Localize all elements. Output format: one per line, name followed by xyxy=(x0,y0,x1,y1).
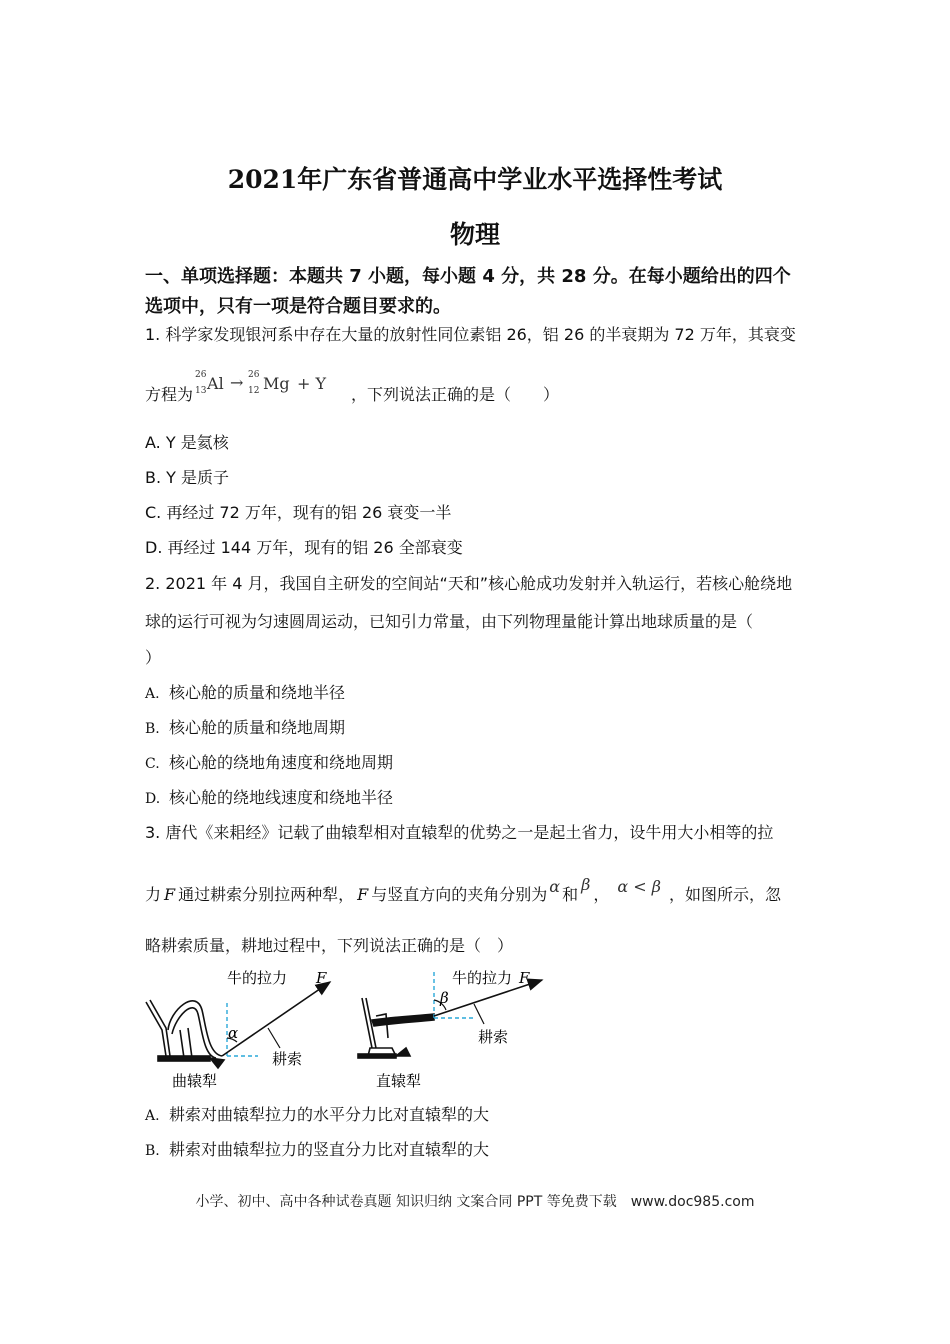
q1-stem-line2 xyxy=(145,370,560,405)
left-rope-label: 耕索 xyxy=(272,1050,303,1068)
left-force-f: F xyxy=(316,969,327,987)
q2-stem-line3: ） xyxy=(145,648,162,667)
q1-option-c[interactable]: C. 再经过 72 万年，现有的铝 26 衰变一半 xyxy=(145,503,452,522)
q3-option-a-text: 耕索对曲辕犁拉力的水平分力比对直辕犁的大 xyxy=(169,1105,490,1124)
q2-option-c-text: 核心舱的绕地角速度和绕地周期 xyxy=(169,753,394,772)
q1-option-d[interactable]: D. 再经过 144 万年，现有的铝 26 全部衰变 xyxy=(145,538,463,557)
plough-figure xyxy=(140,958,560,1093)
q2-stem-line1: 2. 2021 年 4 月，我国自主研发的空间站“天和”核心舱成功发射并入轨运行，若核心舱绕地 xyxy=(145,574,793,593)
q2-option-d-letter: D. xyxy=(145,791,161,807)
q2-option-c-letter: C. xyxy=(145,756,160,772)
arrow-symbol: → xyxy=(230,373,244,392)
q3-option-b[interactable] xyxy=(145,1137,489,1160)
q3-stem-line1: 3. 唐代《来耜经》记载了曲辕犁相对直辕犁的优势之一是起土省力，设牛用大小相等的拉 xyxy=(145,823,774,842)
q3-and: 和 xyxy=(562,885,579,904)
al-mass-number: 26 xyxy=(195,370,207,380)
q2-option-d-text: 核心舱的绕地线速度和绕地半径 xyxy=(169,788,394,807)
q3-option-b-letter: B. xyxy=(145,1143,160,1159)
beta-symbol: β xyxy=(581,875,591,894)
left-force-arrow xyxy=(222,982,330,1056)
q3-line2-part3: 与竖直方向的夹角分别为 xyxy=(371,885,548,904)
q3-stem-line3: 略耕索质量，耕地过程中，下列说法正确的是（ ） xyxy=(145,936,514,955)
q2-option-d[interactable] xyxy=(145,785,393,808)
section-heading-line2: 选项中，只有一项是符合题目要求的。 xyxy=(145,296,451,317)
q3-line2-end: ，如图所示，忽 xyxy=(669,885,782,904)
straight-plough xyxy=(358,998,434,1058)
q3-comma: ， xyxy=(593,885,610,904)
curved-plough xyxy=(146,1000,224,1068)
q3-option-a-letter: A. xyxy=(145,1108,160,1124)
subject-title: 物理 xyxy=(449,220,500,249)
alpha-symbol: α xyxy=(549,877,561,896)
q2-option-c[interactable] xyxy=(145,750,393,773)
plus-y: + Y xyxy=(297,374,327,393)
right-rope-leader xyxy=(474,1004,484,1024)
q2-option-b-text: 核心舱的质量和绕地周期 xyxy=(169,718,346,737)
q3-line2-part1: 力 xyxy=(145,885,162,904)
q1-stem-line1: 1. 科学家发现银河系中存在大量的放射性同位素铝 26，铝 26 的半衰期为 72 万年，其衰变 xyxy=(145,325,796,344)
al-symbol: Al xyxy=(207,374,224,393)
right-caption: 直辕犁 xyxy=(376,1072,422,1090)
angle-relation: α < β xyxy=(617,877,661,896)
q2-option-a-text: 核心舱的质量和绕地半径 xyxy=(169,683,346,702)
left-rope-leader xyxy=(268,1028,280,1048)
right-force-label: 牛的拉力 xyxy=(452,969,513,987)
al-atomic-number: 13 xyxy=(195,386,207,396)
force-symbol-f: F xyxy=(164,885,176,904)
q1-option-b[interactable]: B. Y 是质子 xyxy=(145,468,230,487)
mg-mass-number: 26 xyxy=(248,370,260,380)
right-rope-label: 耕索 xyxy=(478,1028,509,1046)
left-angle-label: α xyxy=(228,1024,239,1042)
q2-option-b-letter: B. xyxy=(145,721,160,737)
right-angle-label: β xyxy=(440,989,449,1007)
q1-stem-pre: 方程为 xyxy=(145,385,194,404)
exam-title: 2021年广东省普通高中学业水平选择性考试 xyxy=(227,165,723,194)
q2-option-a[interactable] xyxy=(145,680,345,703)
section-heading-line1: 一、单项选择题：本题共 7 小题，每小题 4 分，共 28 分。在每小题给出的四个 xyxy=(145,266,791,287)
q2-option-a-letter: A. xyxy=(145,686,160,702)
decay-equation xyxy=(193,370,351,402)
q2-option-b[interactable] xyxy=(145,715,345,738)
mg-symbol: Mg xyxy=(263,374,290,393)
right-force-f: F xyxy=(519,969,530,987)
q3-stem-line2 xyxy=(145,875,782,905)
q1-stem-post: ，下列说法正确的是（ ） xyxy=(351,385,560,404)
mg-atomic-number: 12 xyxy=(248,386,260,396)
q3-line2-part2: 通过耕索分别拉两种犁， xyxy=(178,885,355,904)
left-force-label: 牛的拉力 xyxy=(227,969,288,987)
page-footer: 小学、初中、高中各种试卷真题 知识归纳 文案合同 PPT 等免费下载 www.doc985.com xyxy=(195,1194,755,1210)
q3-option-a[interactable] xyxy=(145,1102,489,1125)
q1-option-a[interactable]: A. Y 是氦核 xyxy=(145,433,229,452)
q2-stem-line2: 球的运行可视为匀速圆周运动，已知引力常量，由下列物理量能计算出地球质量的是（ xyxy=(145,612,754,631)
q3-option-b-text: 耕索对曲辕犁拉力的竖直分力比对直辕犁的大 xyxy=(169,1140,490,1159)
left-caption: 曲辕犁 xyxy=(172,1072,218,1090)
force-symbol-f-2: F xyxy=(357,885,369,904)
